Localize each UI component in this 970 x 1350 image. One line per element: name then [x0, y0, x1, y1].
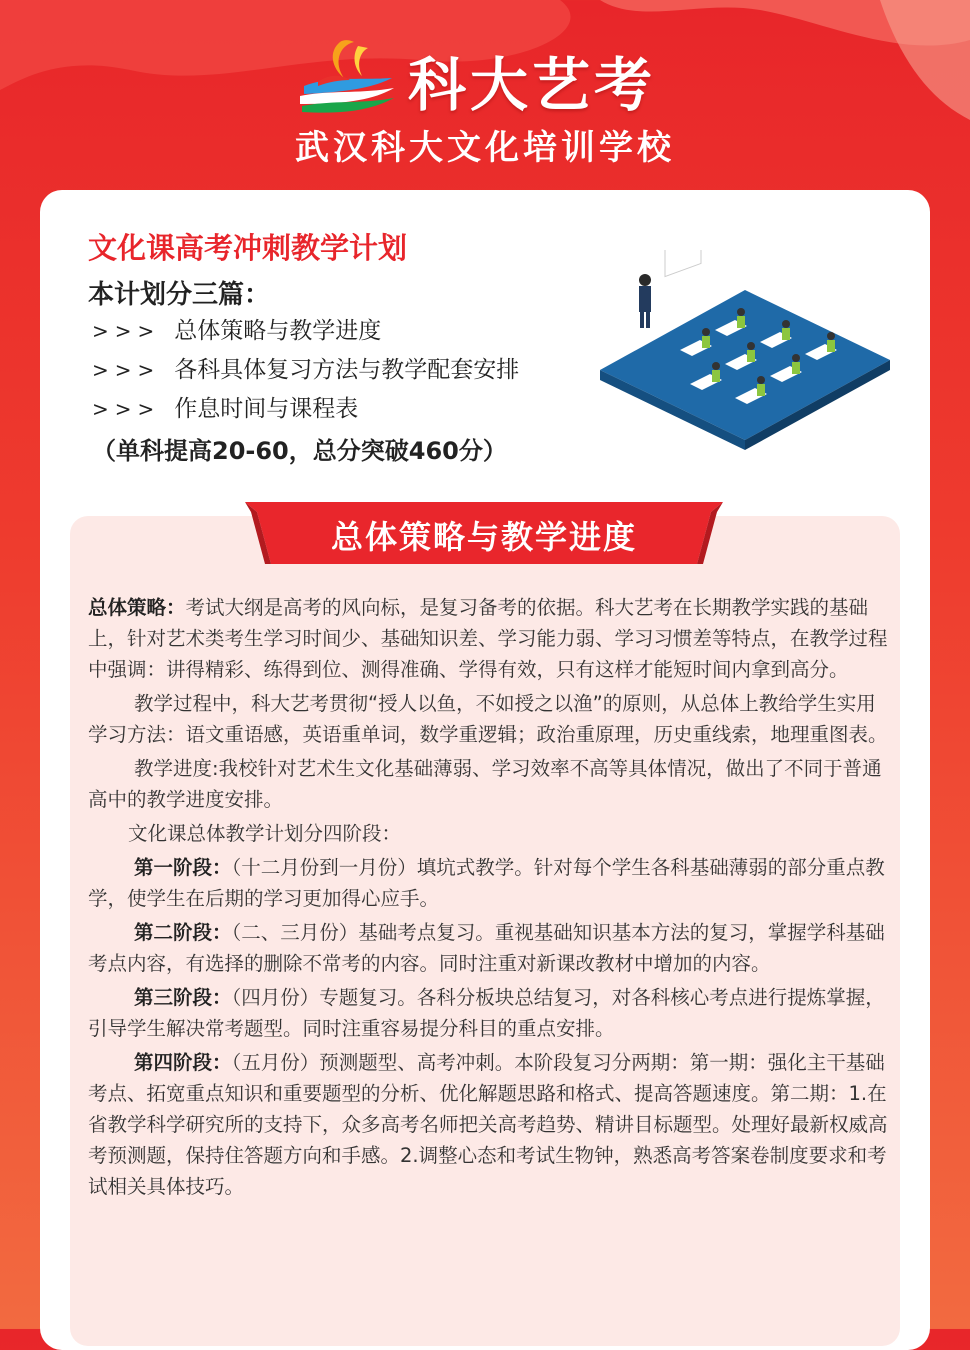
brand-name: 科大艺考: [408, 51, 657, 119]
paragraph: 教学进度:我校针对艺术生文化基础薄弱、学习效率不高等具体情况，做出了不同于普通高中的教学进度安排。: [88, 757, 882, 811]
section-title: 总体策略与教学进度: [330, 518, 637, 556]
arrow-icon: >>>: [92, 397, 161, 421]
header: [0, 30, 970, 170]
stage-paragraph: 第一阶段：（十二月份到一月份）填坑式教学。针对每个学生各科基础薄弱的部分重点教学，使学生在后期的学习更加得心应手。: [88, 856, 885, 910]
plan-subtitle: 本计划分三篇：: [88, 280, 271, 310]
stage-label: 第四阶段：: [134, 1051, 232, 1074]
school-name: 武汉科大文化培训学校: [295, 128, 675, 168]
plan-item: >>> 作息时间与课程表: [92, 396, 359, 422]
paragraph-label: 总体策略：: [88, 596, 186, 619]
classroom-illustration: [595, 250, 895, 470]
stage-label: 第三阶段：: [134, 986, 232, 1009]
plan-items-list: [92, 314, 519, 431]
content-card: [40, 190, 930, 1350]
plan-item: >>> 各科具体复习方法与教学配套安排: [92, 357, 520, 383]
paragraph: 教学过程中，科大艺考贯彻“授人以鱼，不如授之以渔”的原则，从总体上教给学生实用学习方法：语文重语感，英语重单词，数学重逻辑；政治重原理，历史重线索，地理重图表。: [88, 692, 888, 746]
plan-title: 文化课高考冲刺教学计划: [88, 231, 408, 265]
arrow-icon: >>>: [92, 319, 161, 343]
stage-paragraph: 第二阶段：（二、三月份）基础考点复习。重视基础知识基本方法的复习，掌握学科基础考点内容，有选择的删除不常考的内容。同时注重对新课改教材中增加的内容。: [88, 921, 885, 975]
swan-logo-icon: [298, 38, 398, 114]
paragraph: 总体策略：考试大纲是高考的风向标，是复习备考的依据。科大艺考在长期教学实践的基础上，针对艺术类考生学习时间少、基础知识差、学习能力弱、学习习惯差等特点，在教学过程中强调：讲得精彩、练得到位、测得准确、学得有效，只有这样才能短时间内拿到高分。: [88, 596, 888, 681]
plan-note: （单科提高20-60，总分突破460分）: [92, 437, 507, 465]
stage-paragraph: 第三阶段：（四月份）专题复习。各科分板块总结复习，对各科核心考点进行提炼掌握，引导学生解决常考题型。同时注重容易提分科目的重点安排。: [88, 986, 885, 1040]
stage-paragraph: 第四阶段：（五月份）预测题型、高考冲刺。本阶段复习分两期：第一期：强化主干基础考点、拓宽重点知识和重要题型的分析、优化解题思路和格式、提高答题速度。第二期：1.在省教学科学研究所的支持下，众多高考名师把关高考趋势、精讲目标题型。处理好最新权威高考预测题，保持住答题方向和手感。2.调整心态和考试生物钟，熟悉高考答案卷制度要求和考试相关具体技巧。: [88, 1051, 888, 1198]
plan-item: >>> 总体策略与教学进度: [92, 318, 382, 344]
stage-label: 第二阶段：: [134, 921, 232, 944]
arrow-icon: >>>: [92, 358, 161, 382]
strategy-body: [88, 592, 888, 1205]
stage-label: 第一阶段：: [134, 856, 232, 879]
paragraph: 文化课总体教学计划分四阶段：: [128, 822, 402, 845]
